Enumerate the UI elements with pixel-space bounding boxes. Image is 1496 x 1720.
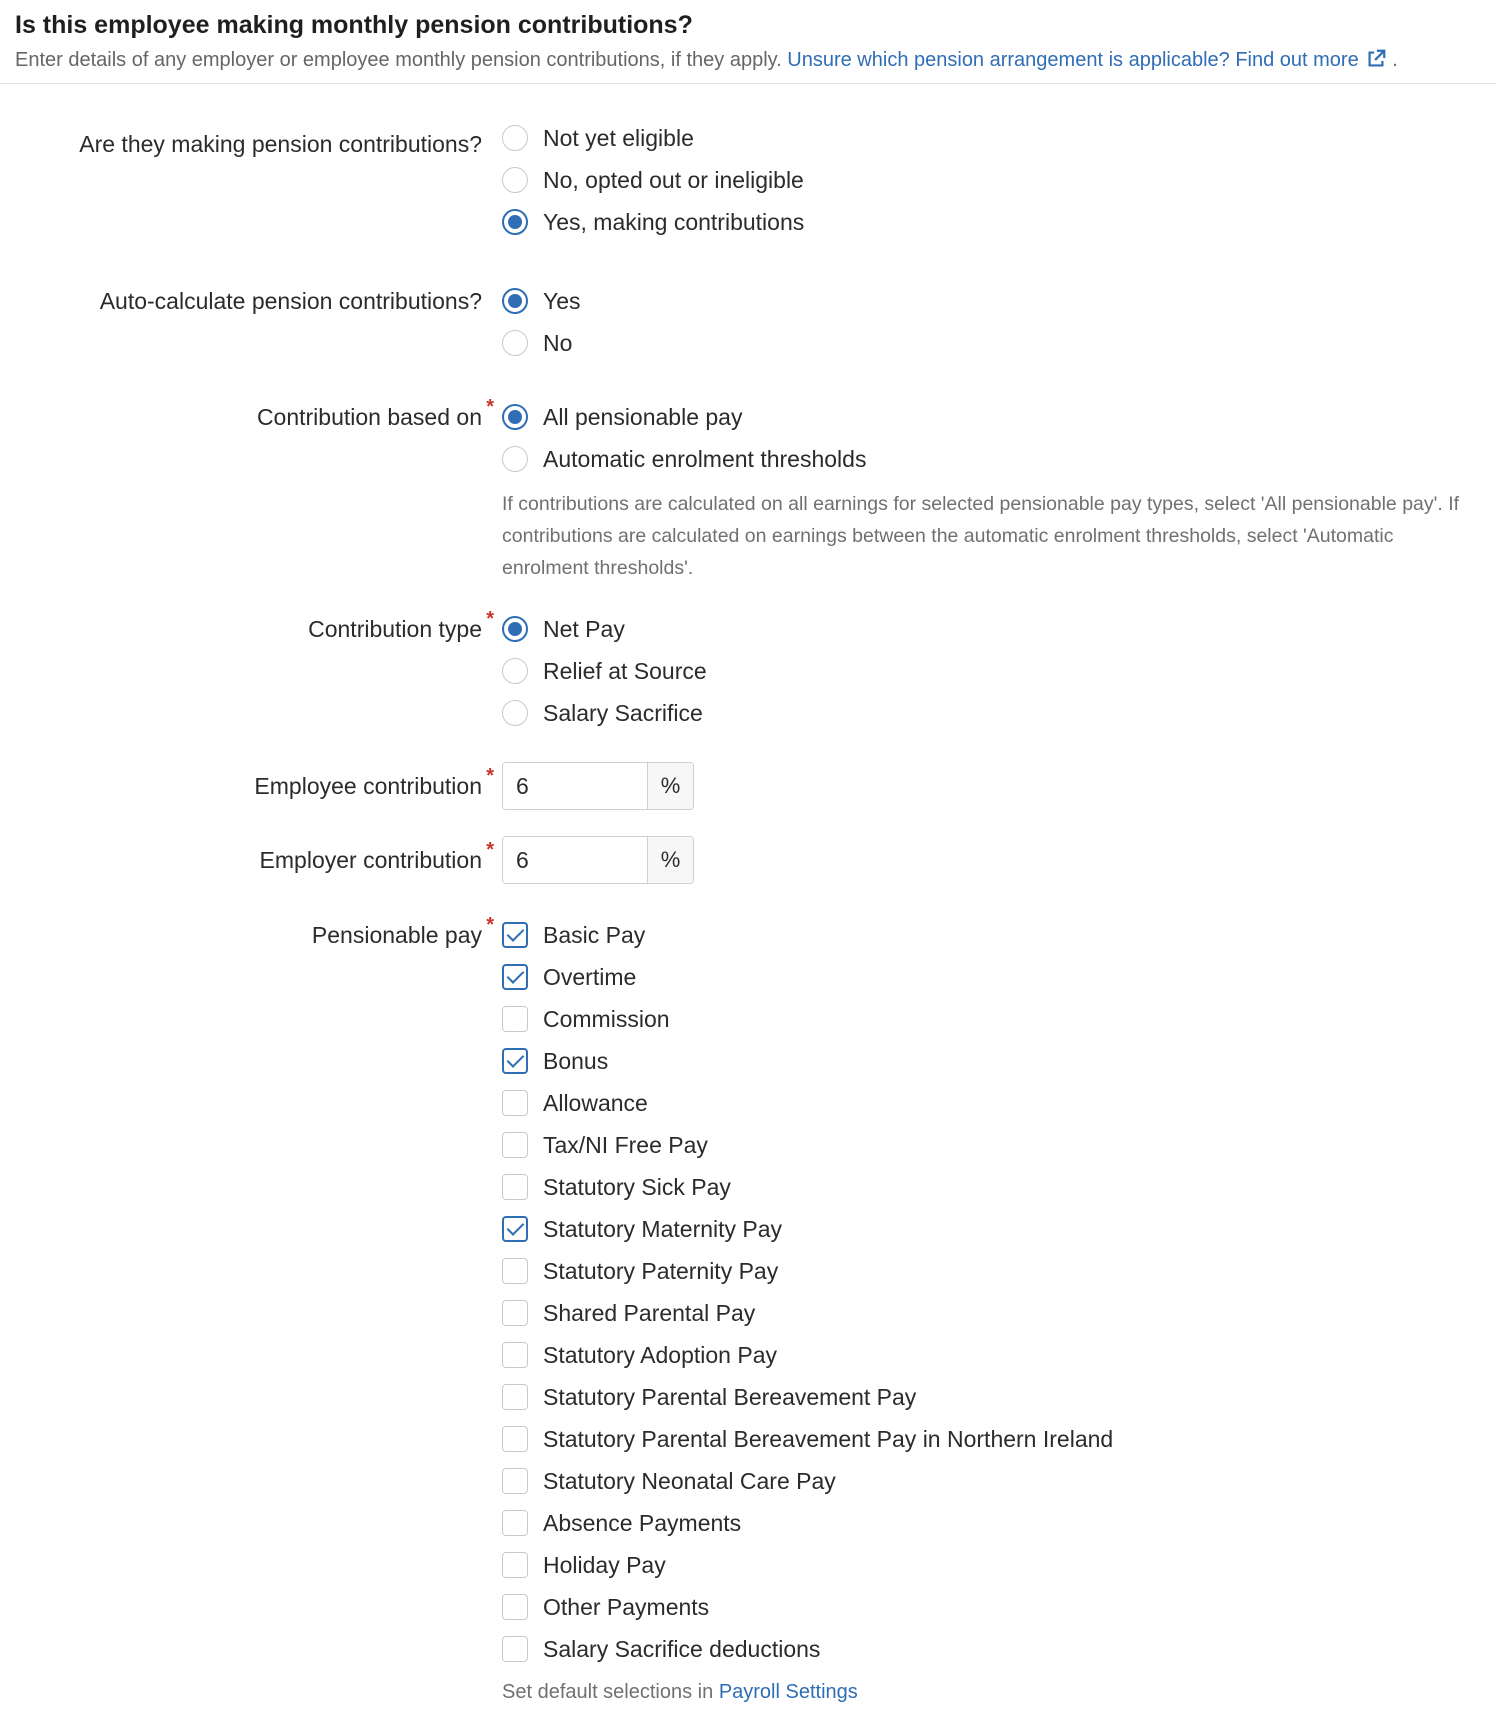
checkbox-label: Salary Sacrifice deductions <box>543 1635 821 1662</box>
contribution-basis-hint: If contributions are calculated on all earnings for selected pensionable pay types, select 'All pensionable pay'. If contributions are calculated on earnings between the automatic enrolment thresholds, select 'Automatic enrolment thresholds'. <box>502 493 1460 579</box>
checkbox[interactable] <box>502 922 528 948</box>
checkbox[interactable] <box>502 1636 528 1662</box>
checkbox[interactable] <box>502 1174 528 1200</box>
find-out-more-link[interactable] <box>787 49 1386 71</box>
pensionable-pay-checkbox-list <box>502 914 1113 1670</box>
employer-contribution-input[interactable] <box>503 837 647 883</box>
checkbox-label: Bonus <box>543 1047 609 1074</box>
checkbox-label: Absence Payments <box>543 1509 742 1536</box>
radio-relief-at-source[interactable] <box>502 650 707 692</box>
checkbox-shared-parental-pay[interactable] <box>502 1292 1113 1334</box>
radio-button[interactable] <box>502 446 528 472</box>
checkbox-salary-sacrifice-deductions[interactable] <box>502 1628 1113 1670</box>
payroll-settings-note-text: Set default selections in <box>502 1681 714 1703</box>
option-label: Relief at Source <box>543 657 707 684</box>
radio-button[interactable] <box>502 700 528 726</box>
checkbox-label: Allowance <box>543 1089 648 1116</box>
find-out-more-link-text[interactable]: Unsure which pension arrangement is applicable? Find out more <box>787 49 1359 71</box>
description-trailing: . <box>1392 49 1398 71</box>
auto-calculate-radio-group <box>502 280 581 364</box>
page-title: Is this employee making monthly pension contributions? <box>15 11 693 39</box>
checkbox-label: Statutory Adoption Pay <box>543 1341 777 1368</box>
checkbox[interactable] <box>502 1594 528 1620</box>
checkbox-label: Statutory Parental Bereavement Pay in Northern Ireland <box>543 1425 1114 1452</box>
radio-opted-out[interactable] <box>502 159 804 201</box>
checkbox-label: Tax/NI Free Pay <box>543 1131 708 1158</box>
description-text: Enter details of any employer or employee monthly pension contributions, if they apply. <box>15 49 782 71</box>
checkbox-label: Statutory Sick Pay <box>543 1173 731 1200</box>
radio-auto-no[interactable] <box>502 322 581 364</box>
employee-contribution-input[interactable] <box>503 763 647 809</box>
checkbox[interactable] <box>502 1300 528 1326</box>
checkbox-tax-ni-free-pay[interactable] <box>502 1124 1113 1166</box>
checkbox[interactable] <box>502 964 528 990</box>
checkbox-statutory-parental-bereavement-pay-in-northern-ireland[interactable] <box>502 1418 1113 1460</box>
checkbox[interactable] <box>502 1258 528 1284</box>
radio-not-yet-eligible[interactable] <box>502 117 804 159</box>
option-label: Automatic enrolment thresholds <box>543 445 867 472</box>
checkbox-basic-pay[interactable] <box>502 914 1113 956</box>
radio-button[interactable] <box>502 167 528 193</box>
checkbox-label: Statutory Neonatal Care Pay <box>543 1467 836 1494</box>
checkbox-overtime[interactable] <box>502 956 1113 998</box>
employer-contribution-label: Employer contribution * <box>260 845 482 875</box>
radio-button[interactable] <box>502 125 528 151</box>
external-link-icon[interactable] <box>1365 48 1387 70</box>
checkbox-label: Basic Pay <box>543 921 646 948</box>
checkbox-label: Statutory Parental Bereavement Pay <box>543 1383 917 1410</box>
option-label: Not yet eligible <box>543 124 694 151</box>
checkbox-label: Overtime <box>543 963 637 990</box>
checkbox[interactable] <box>502 1090 528 1116</box>
checkbox-label: Shared Parental Pay <box>543 1299 756 1326</box>
checkbox-absence-payments[interactable] <box>502 1502 1113 1544</box>
radio-button[interactable] <box>502 658 528 684</box>
option-label: No, opted out or ineligible <box>543 166 804 193</box>
required-marker: * <box>486 839 494 861</box>
checkbox[interactable] <box>502 1510 528 1536</box>
checkbox[interactable] <box>502 1048 528 1074</box>
radio-auto-yes[interactable] <box>502 280 581 322</box>
checkbox-other-payments[interactable] <box>502 1586 1113 1628</box>
checkbox-label: Statutory Maternity Pay <box>543 1215 783 1242</box>
radio-automatic-enrolment-thresholds[interactable] <box>502 438 866 480</box>
auto-calculate-label: Auto-calculate pension contributions? <box>99 288 482 314</box>
checkbox-statutory-adoption-pay[interactable] <box>502 1334 1113 1376</box>
option-label: Net Pay <box>543 615 625 642</box>
section-description <box>15 47 1481 73</box>
option-label: Salary Sacrifice <box>543 699 703 726</box>
payroll-settings-note <box>502 1681 858 1704</box>
employee-contribution-label: Employee contribution * <box>254 771 482 801</box>
checkbox-label: Statutory Paternity Pay <box>543 1257 779 1284</box>
pensionable-pay-label: Pensionable pay * <box>312 920 482 950</box>
contribution-type-label: Contribution type * <box>308 614 482 644</box>
radio-net-pay[interactable] <box>502 608 707 650</box>
radio-button[interactable] <box>502 288 528 314</box>
checkbox-bonus[interactable] <box>502 1040 1113 1082</box>
radio-button[interactable] <box>502 330 528 356</box>
checkbox[interactable] <box>502 1426 528 1452</box>
employer-contribution-field <box>502 836 694 884</box>
option-label: All pensionable pay <box>543 403 743 430</box>
checkbox[interactable] <box>502 1552 528 1578</box>
checkbox-statutory-parental-bereavement-pay[interactable] <box>502 1376 1113 1418</box>
checkbox[interactable] <box>502 1216 528 1242</box>
checkbox-statutory-paternity-pay[interactable] <box>502 1250 1113 1292</box>
checkbox-allowance[interactable] <box>502 1082 1113 1124</box>
radio-salary-sacrifice[interactable] <box>502 692 707 734</box>
checkbox-statutory-maternity-pay[interactable] <box>502 1208 1113 1250</box>
checkbox[interactable] <box>502 1468 528 1494</box>
section-header <box>0 0 1496 84</box>
making-contributions-radio-group <box>502 117 804 243</box>
contribution-basis-label: Contribution based on * <box>257 402 482 432</box>
checkbox-holiday-pay[interactable] <box>502 1544 1113 1586</box>
required-marker: * <box>486 608 494 630</box>
payroll-settings-link[interactable]: Payroll Settings <box>718 1681 858 1703</box>
checkbox-statutory-neonatal-care-pay[interactable] <box>502 1460 1113 1502</box>
required-marker: * <box>486 765 494 787</box>
contribution-type-radio-group <box>502 608 707 734</box>
required-marker: * <box>486 914 494 936</box>
checkbox-label: Holiday Pay <box>543 1551 666 1578</box>
option-label: No <box>543 329 573 356</box>
checkbox[interactable] <box>502 1342 528 1368</box>
radio-button[interactable] <box>502 404 528 430</box>
checkbox[interactable] <box>502 1132 528 1158</box>
radio-button[interactable] <box>502 209 528 235</box>
employee-contribution-field <box>502 762 694 810</box>
checkbox[interactable] <box>502 1384 528 1410</box>
checkbox-label: Commission <box>543 1005 670 1032</box>
checkbox-statutory-sick-pay[interactable] <box>502 1166 1113 1208</box>
checkbox-label: Other Payments <box>543 1593 710 1620</box>
radio-yes-making-contributions[interactable] <box>502 201 804 243</box>
contribution-basis-radio-group <box>502 396 866 480</box>
option-label: Yes, making contributions <box>543 208 805 235</box>
checkbox[interactable] <box>502 1006 528 1032</box>
making-contributions-label: Are they making pension contributions? <box>79 131 482 157</box>
option-label: Yes <box>543 287 581 314</box>
radio-button[interactable] <box>502 616 528 642</box>
checkbox-commission[interactable] <box>502 998 1113 1040</box>
percent-suffix: % <box>647 837 693 883</box>
required-marker: * <box>486 396 494 418</box>
percent-suffix: % <box>647 763 693 809</box>
radio-all-pensionable-pay[interactable] <box>502 396 866 438</box>
